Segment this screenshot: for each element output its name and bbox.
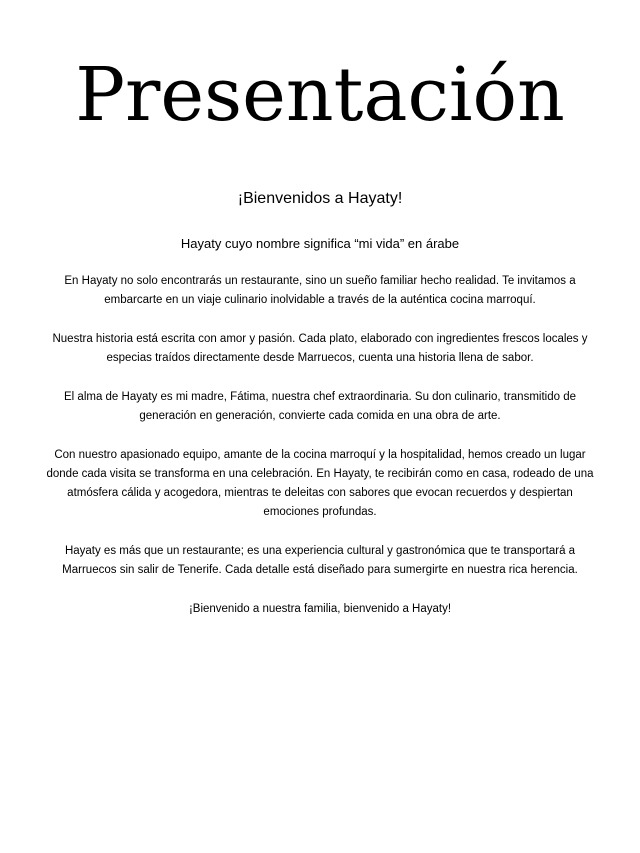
- paragraph-team: Con nuestro apasionado equipo, amante de la cocina marroquí y la hospitalidad, hemos creado un lugar donde cada visita se transforma en una celebración. En Hayaty, te recibirán como en casa, rodeado de una atmósfera cálida y acogedora, mientras te deleitas con sabores que evocan recuerdos y despiertan emociones profundas.: [46, 449, 594, 518]
- paragraph-chef: El alma de Hayaty es mi madre, Fátima, nuestra chef extraordinaria. Su don culinario, transmitido de generación en generación, convierte cada comida en una obra de arte.: [64, 391, 576, 422]
- presentation-content: [40, 188, 600, 639]
- paragraph-history: Nuestra historia está escrita con amor y pasión. Cada plato, elaborado con ingredientes frescos locales y especias traídos directamente desde Marruecos, cuenta una historia llena de sabor.: [52, 333, 588, 364]
- paragraph-intro: En Hayaty no solo encontrarás un restaurante, sino un sueño familiar hecho realidad. Te invitamos a embarcarte en un viaje culinario inolvidable a través de la auténtica cocina marroquí.: [64, 275, 576, 306]
- page-title: Presentación: [75, 52, 565, 138]
- paragraph-experience: Hayaty es más que un restaurante; es una experiencia cultural y gastronómica que te transportará a Marruecos sin salir de Tenerife. Cada detalle está diseñado para sumergirte en nuestra rica herencia.: [62, 545, 578, 576]
- welcome-heading: ¡Bienvenidos a Hayaty!: [237, 190, 403, 207]
- name-meaning-subtitle: Hayaty cuyo nombre significa “mi vida” en árabe: [180, 236, 460, 251]
- paragraph-closing: ¡Bienvenido a nuestra familia, bienvenido a Hayaty!: [188, 603, 452, 615]
